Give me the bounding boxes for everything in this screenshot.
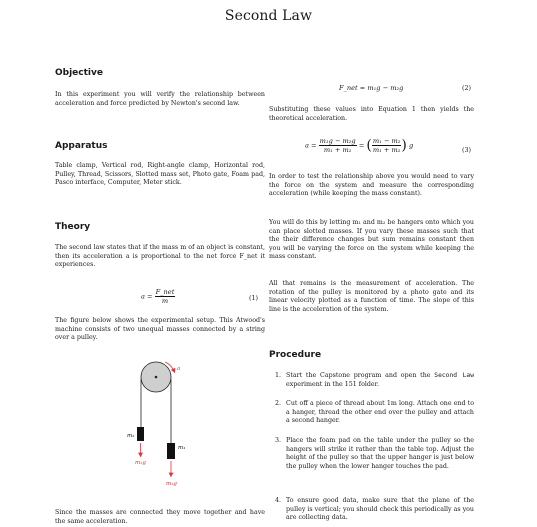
label-m1: m₁ <box>178 445 186 451</box>
label-a: a <box>177 366 181 372</box>
equation-2: F_net = m₁g − m₂g <box>339 84 404 92</box>
hangers-paragraph: You will do this by letting m₁ and m₂ be hangers onto which you can place slotted masses. If you vary these masses such that the their difference changes but sum remains constant then you will be varying the force on the system while keeping the mass constant. <box>269 219 474 261</box>
theory-paragraph-2: The figure below shows the experimental setup. This Atwood's machine consists of two unequal masses connected by a string over a pulley. <box>55 317 265 342</box>
equation-3: a = $\frac{\text{m₁g − m₂g}}{\text{m₁ + m₂}}$ = ( $\frac{\text{m₁ − m₂}}{\text{m₁ + m₂}}$ ) g <box>305 137 414 154</box>
label-m2g: m₂g <box>135 460 146 466</box>
procedure-step: 4. To ensure good data, make sure that the plane of the pulley is vertical; you should check this periodically as you are collecting data. <box>275 497 474 522</box>
atwood-machine-figure <box>115 357 255 497</box>
procedure-heading: Procedure <box>269 350 322 360</box>
apparatus-heading: Apparatus <box>55 141 108 151</box>
eq1-numerator: F_net <box>155 288 175 296</box>
equation-2-number: (2) <box>462 84 472 92</box>
apparatus-text: Table clamp, Vertical rod, Right-angle clamp, Horizontal rod, Pulley, Thread, Scissors, Slotted mass set, Photo gate, Foam pad, Pasco interface, Computer, Meter stick. <box>55 162 265 187</box>
procedure-step: 2. Cut off a piece of thread about 1m long. Attach one end to a hanger, thread the other end over the pulley and attach a second hanger. <box>275 400 474 425</box>
label-m1g: m₁g <box>166 481 177 487</box>
mass-m2 <box>137 427 144 441</box>
theory-paragraph-1: The second law states that if the mass m of an object is constant, then its acceleration a is proportional to the net force F_net it experiences. <box>55 244 265 269</box>
mass-m1 <box>167 443 175 459</box>
pulley-axle <box>155 376 158 379</box>
equation-1-number: (1) <box>249 294 259 302</box>
measurement-paragraph: All that remains is the measurement of acceleration. The rotation of the pulley is monitored by a photo gate and its linear velocity plotted as a function of time. The slope of this line is the acceleration of the system. <box>269 280 474 313</box>
label-m2: m₂ <box>127 433 135 439</box>
objective-heading: Objective <box>55 68 103 78</box>
equation-3-number: (3) <box>462 146 472 154</box>
vary-force-paragraph: In order to test the relationship above you would need to vary the force on the system and measure the corresponding acceleration (while keeping the mass constant). <box>269 173 474 198</box>
procedure-step: 3. Place the foam pad on the table under the pulley so the hangers will strike it rather than the table top. Adjust the height of the pulley so that the upper hanger is just below the pulley when the lower hanger touches the pad. <box>275 437 474 470</box>
equation-1: a = $\frac{\text{F\_net}}{m}$ <box>141 288 175 305</box>
theory-paragraph-3: Since the masses are connected they move together and have the same acceleration. <box>55 509 265 525</box>
theory-heading: Theory <box>55 222 91 232</box>
page-title: Second Law <box>224 8 313 24</box>
substitution-paragraph: Substituting these values into Equation 1 then yields the theoretical acceleration. <box>269 106 474 122</box>
objective-text: In this experiment you will verify the relationship between acceleration and force predicted by Newton's second law. <box>55 91 265 107</box>
eq1-denominator: m <box>161 297 169 305</box>
procedure-step: 1. Start the Capstone program and open the Second Law experiment in the 151 folder. <box>275 372 474 388</box>
